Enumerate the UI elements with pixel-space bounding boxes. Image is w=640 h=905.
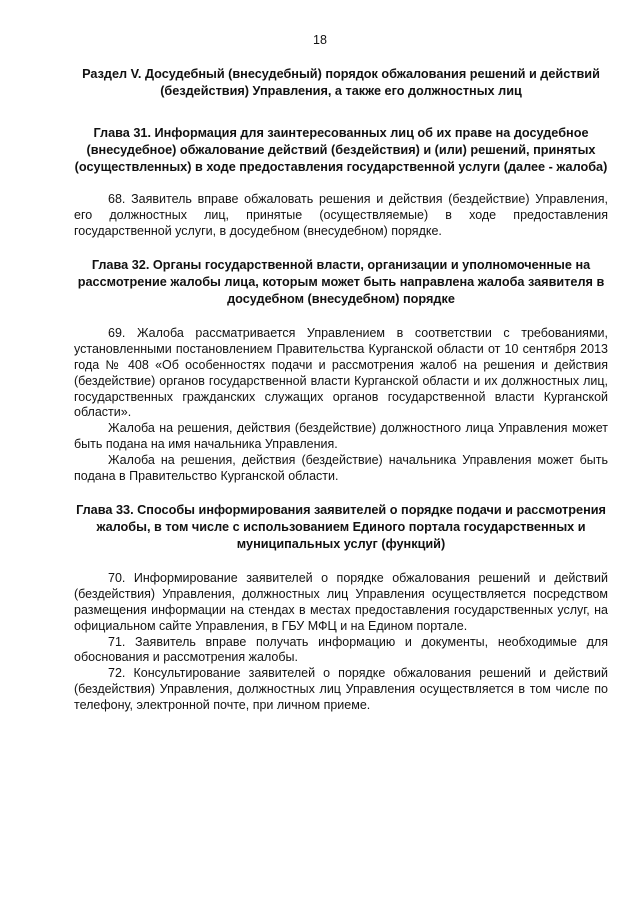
paragraph-69: 69. Жалоба рассматривается Управлением в соответствии с требованиями, установленными постановлением Правительства Курганской области от 10 сентября 2013 года № 408 «Об особенностях подачи и рассмотрения жалоб на решения и действия (бездействие) органов государственной власти Курганской области и их должностных лиц, государственных гражданских служащих органов государственной власти Курганской области». xyxy=(74,326,608,420)
paragraph-72: 72. Консультирование заявителей о порядке обжалования решений и действий (бездействия) Управления, должностных лиц Управления осуществляется в том числе по телефону, электронной почте, при личном приеме. xyxy=(74,666,608,712)
page-content xyxy=(74,66,608,714)
chapter-32-title: Глава 32. Органы государственной власти, организации и уполномоченные на рассмотрение жалобы лица, которым может быть направлена жалоба заявителя в досудебном (внесудебном) порядке xyxy=(77,258,605,307)
paragraph-68: 68. Заявитель вправе обжаловать решения и действия (бездействие) Управления, его должностных лиц, принятые (осуществляемые) в ходе предоставления государственной услуги, в досудебном (внесудебном) порядке. xyxy=(74,192,608,238)
paragraph-71: 71. Заявитель вправе получать информацию и документы, необходимые для обоснования и рассмотрения жалобы. xyxy=(74,634,608,665)
paragraph-70: 70. Информирование заявителей о порядке обжалования решений и действий (бездействия) Управления, должностных лиц Управления осуществляется посредством размещения информации на стендах в местах предоставления государственных услуг, на официальном сайте Управления, в ГБУ МФЦ и на Едином портале. xyxy=(74,571,608,633)
page-number: 18 xyxy=(313,33,327,47)
paragraph-69-complaint-head: Жалоба на решения, действия (бездействие) начальника Управления может быть подана в Правительство Курганской области. xyxy=(74,452,608,483)
paragraph-69-complaint-official: Жалоба на решения, действия (бездействие) должностного лица Управления может быть подана на имя начальника Управления. xyxy=(74,421,608,451)
chapter-33-title: Глава 33. Способы информирования заявителей о порядке подачи и рассмотрения жалобы, в том числе с использованием Единого портала государственных и муниципальных услуг (функций) xyxy=(76,503,606,552)
section-title: Раздел V. Досудебный (внесудебный) порядок обжалования решений и действий (бездействия) Управления, а также его должностных лиц xyxy=(82,67,600,98)
chapter-31-title: Глава 31. Информация для заинтересованных лиц об их праве на досудебное (внесудебное) обжалование действий (бездействия) и (или) решений, принятых (осуществленных) в ходе предоставления государственной услуги (далее - жалоба) xyxy=(74,126,608,174)
